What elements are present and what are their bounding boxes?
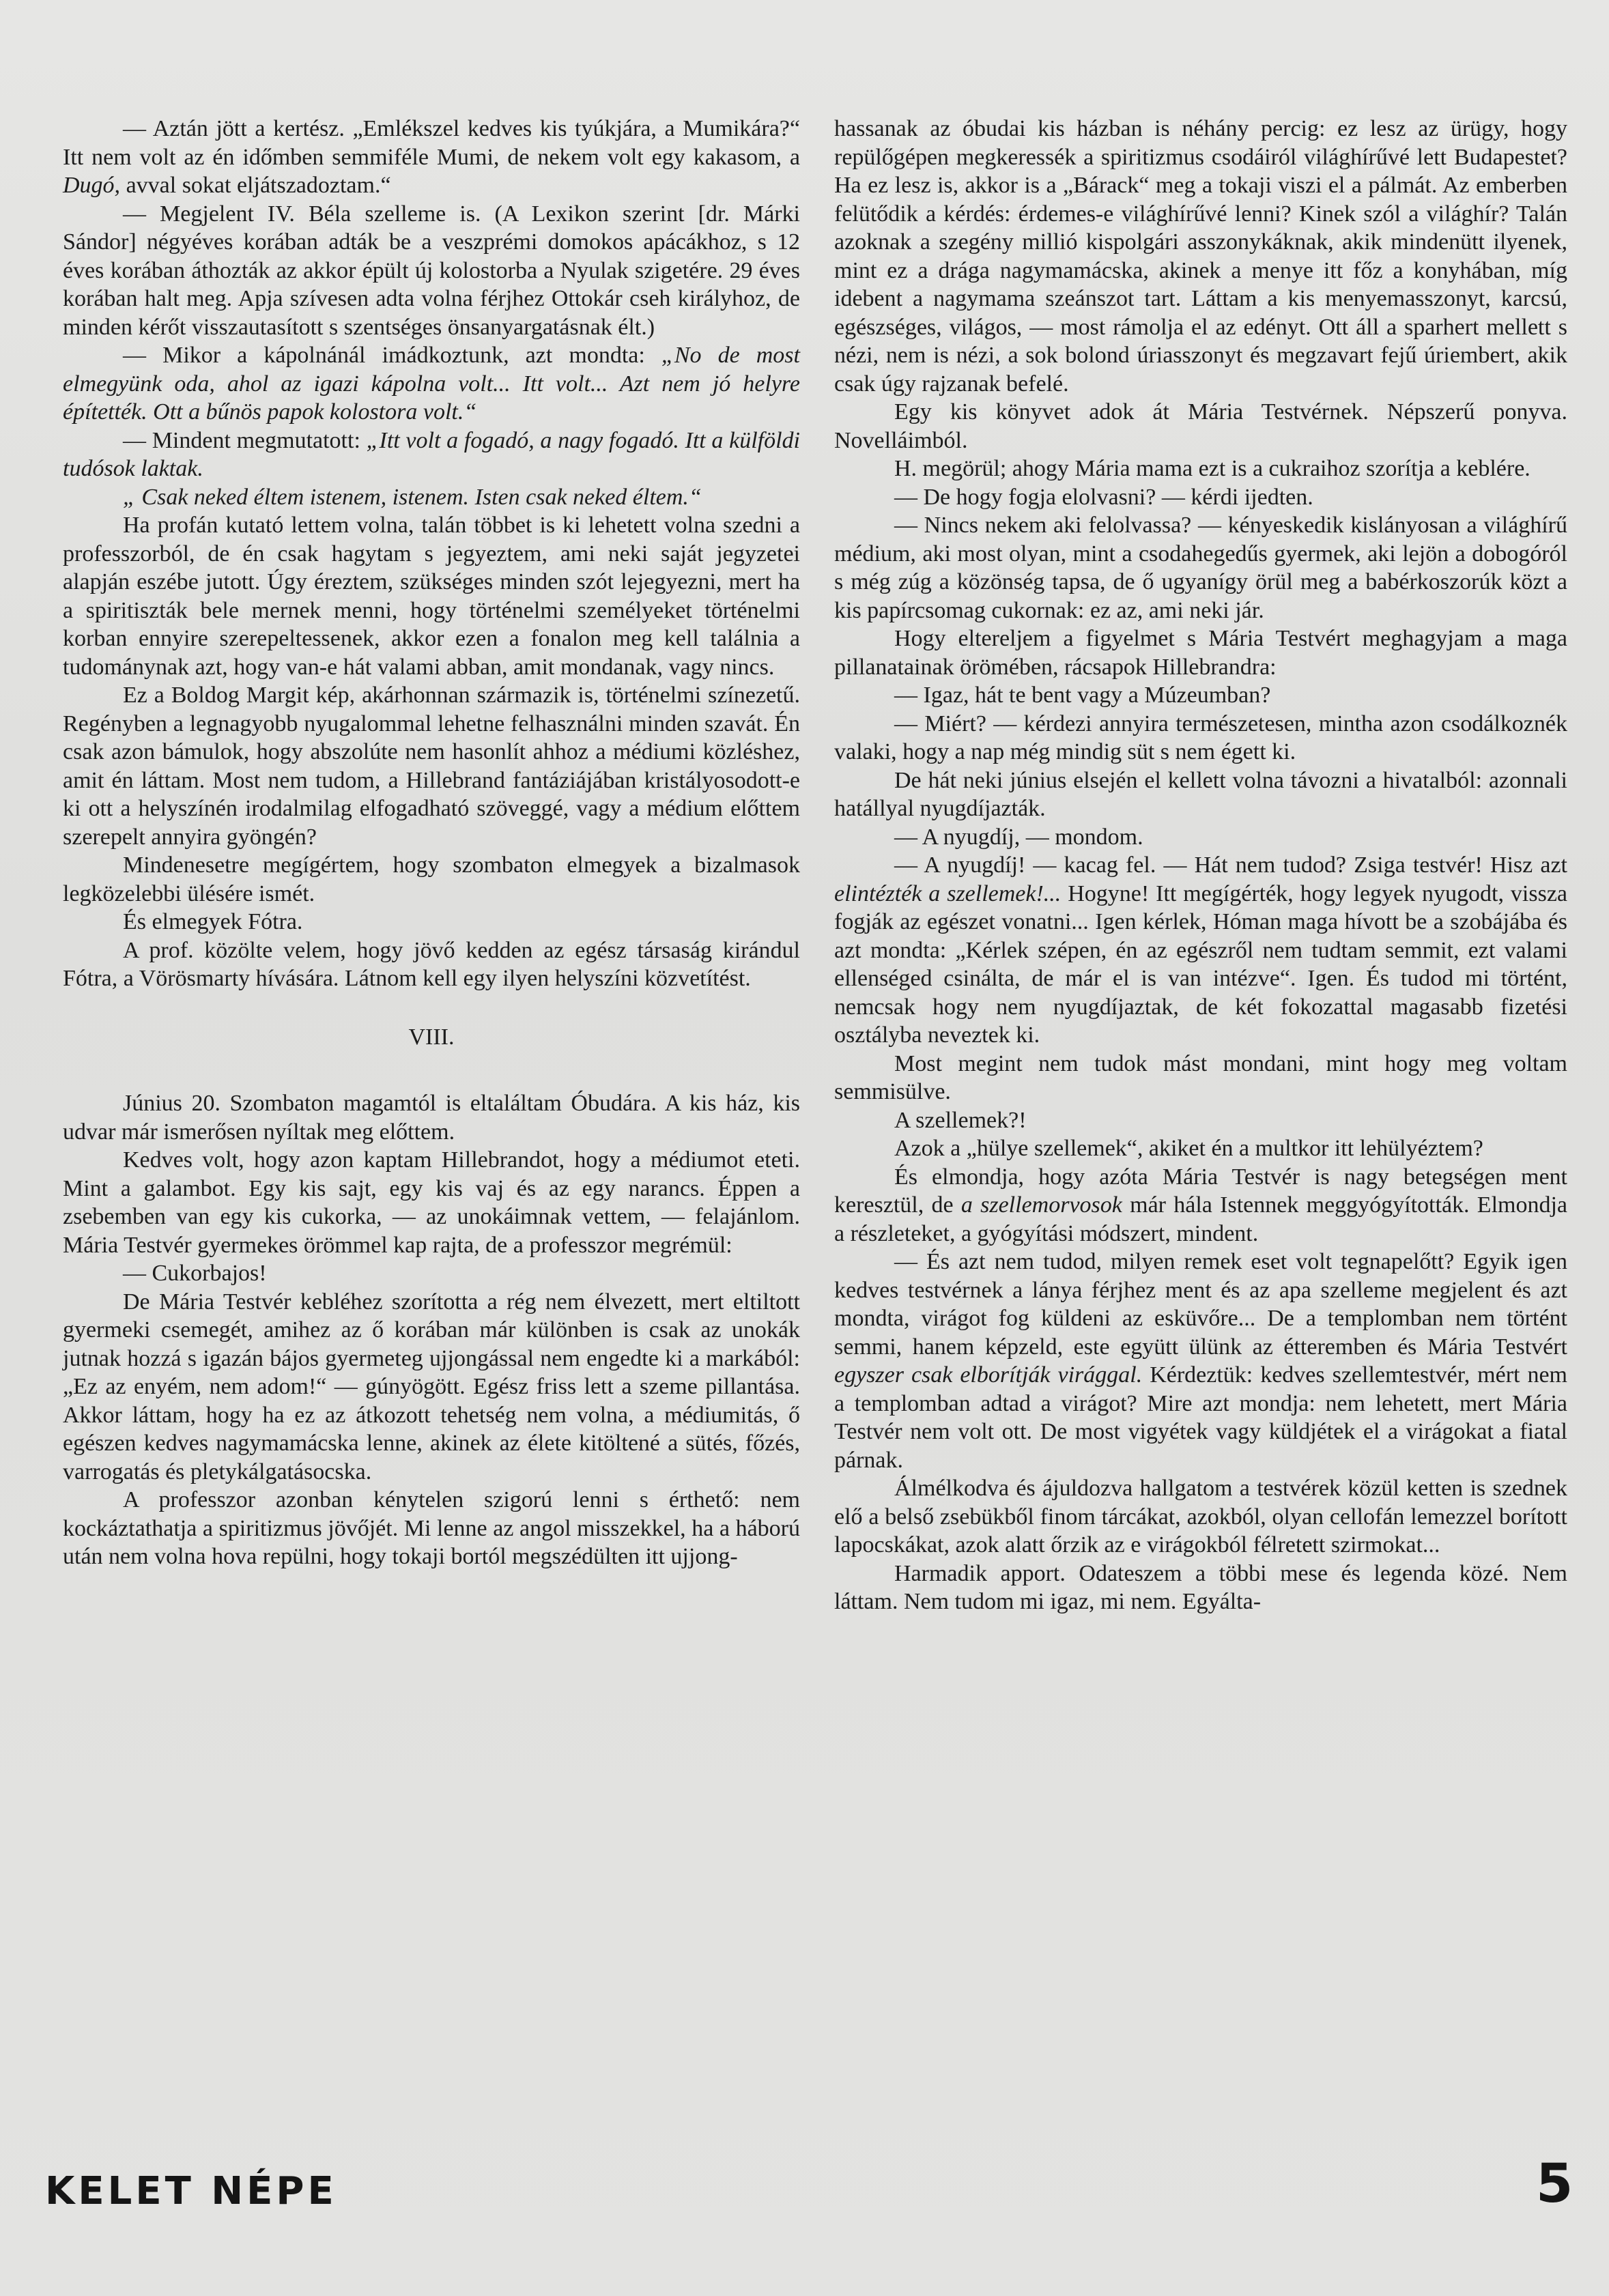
paragraph xyxy=(834,1474,1567,1560)
paragraph xyxy=(834,710,1567,766)
text-run: — Cukorbajos! xyxy=(123,1261,267,1286)
text-run: — Aztán jött a kertész. „Emlékszel kedves kis tyúkjára, a Mumikára?“ Itt nem volt az én időmben semmiféle Mumi, de nekem volt egy kakasom, a xyxy=(63,116,800,170)
paragraph xyxy=(63,483,800,512)
text-run: — Igaz, hát te bent vagy a Múzeumban? xyxy=(894,683,1271,708)
paragraph xyxy=(63,341,800,427)
text-run: De hát neki június elsején el kellett volna távozni a hivatalból: azonnali hatállyal nyugdíjazták. xyxy=(834,767,1567,821)
text-run: — Mikor a kápolnánál imádkoztunk, azt mondta: xyxy=(123,343,661,368)
text-run: — A nyugdíj, — mondom. xyxy=(894,824,1143,850)
paragraph xyxy=(834,398,1567,455)
paragraph xyxy=(834,823,1567,852)
paragraph xyxy=(63,1146,800,1259)
left-text-column xyxy=(63,115,800,1571)
italic-run: Dugó, xyxy=(63,173,121,198)
text-run: Mindenesetre megígértem, hogy szombaton elmegyek a bizalmasok legközelebbi ülésére ismét. xyxy=(63,852,800,906)
paragraph xyxy=(834,115,1567,398)
paragraph xyxy=(834,483,1567,512)
text-run: VIII. xyxy=(408,1024,455,1050)
paragraph xyxy=(63,1288,800,1487)
page-number: 5 xyxy=(1536,2153,1574,2215)
text-run: A professzor azonban kénytelen szigorú lenni s érthető: nem kockáztathatja a spiritizmus jövőjét. Mi lenne az angol misszekkel, ha a háború után nem volna hova repülni, hogy tokaji bortól megszédülten itt ujjong- xyxy=(63,1487,800,1569)
paragraph xyxy=(834,511,1567,625)
paragraph xyxy=(63,681,800,851)
text-run: És elmondja, hogy azóta Mária Testvér is nagy betegségen ment keresztül, de xyxy=(834,1164,1567,1218)
text-run: Most megint nem tudok mást mondani, mint hogy meg voltam semmisülve. xyxy=(834,1050,1567,1104)
paragraph xyxy=(834,1106,1567,1135)
paragraph xyxy=(63,908,800,936)
text-run: Hogy eltereljem a figyelmet s Mária Testvért meghagyjam a maga pillanatainak örömében, rácsapok Hillebrandra: xyxy=(834,626,1567,680)
italic-run: „ Csak neked éltem istenem, istenem. Isten csak neked éltem.“ xyxy=(123,484,702,510)
paragraph xyxy=(63,200,800,342)
text-run: És elmegyek Fótra. xyxy=(123,909,303,934)
paragraph xyxy=(834,1050,1567,1106)
text-run: hassanak az óbudai kis házban is néhány percig: ez lesz az ürügy, hogy repülőgépen megkeressék a spiritizmus csodáiról világhírűvé lett Budapestet? Ha ez lesz is, akkor is a „Bárack“ meg a tokaji viszi el a pálmát. Az emberben felütődik a kérdés: érdemes-e világhírűvé lenni? Kinek szól a világhír? Talán azoknak a szegény millió kispolgári asszonykáknak, akik mindenütt ilyenek, mint ez a drága nagymamácska, akinek a menye itt főz a konyhában, míg idebent a nagymama szeánszot tart. Láttam a kis menyemasszonyt, karcsú, egészséges, világos, — most rámolja el az edényt. Ott áll a sparhert mellett s nézi, nem is nézi, a sok bolond úriasszonyt és megzavart fejű úriembert, akik csak úgy rajzanak befelé. xyxy=(834,116,1567,397)
paragraph xyxy=(834,851,1567,1050)
text-run: — De hogy fogja elolvasni? — kérdi ijedten. xyxy=(894,484,1313,510)
paragraph xyxy=(834,766,1567,823)
italic-run: egyszer csak elborítják virággal. xyxy=(834,1362,1143,1388)
paragraph xyxy=(834,1163,1567,1248)
text-run: Harmadik apport. Odateszem a többi mese és legenda közé. Nem láttam. Nem tudom mi igaz, mi nem. Egyálta- xyxy=(834,1560,1567,1614)
text-run: — Nincs nekem aki felolvassa? — kényeskedik kislányosan a világhírű médium, aki most olyan, mint a csodahegedűs gyermek, aki lejön a dobogóról s még zúg a közönség tapsa, de ő ugyanígy örül meg a babérkoszorúk közt a kis papírcsomag cukornak: ez az, ami neki jár. xyxy=(834,513,1567,623)
paragraph xyxy=(834,681,1567,710)
paragraph xyxy=(63,851,800,908)
paragraph xyxy=(834,1560,1567,1616)
text-run: — A nyugdíj! — kacag fel. — Hát nem tudod? Zsiga testvér! Hisz azt xyxy=(894,852,1567,878)
paragraph xyxy=(63,1486,800,1571)
text-run: már hála Istennek meggyógyították. Elmondja a részleteket, a gyógyítási módszert, mindent. xyxy=(834,1192,1568,1246)
italic-run: „Itt volt a fogadó, a nagy fogadó. Itt a külföldi tudósok laktak. xyxy=(63,427,800,481)
text-run: H. megörül; ahogy Mária mama ezt is a cukraihoz szorítja a keblére. xyxy=(894,456,1530,481)
section-heading xyxy=(63,1023,800,1052)
text-run: Kedves volt, hogy azon kaptam Hillebrandot, hogy a médiumot eteti. Mint a galambot. Egy kis sajt, egy kis vaj és az egy narancs. Éppen a zsebemben van egy kis cukorka, — az unokáimnak vettem, — felajánlom. Mária Testvér gyermekes örömmel kap rajta, de a professzor megrémül: xyxy=(63,1147,800,1258)
text-run: Azok a „hülye szellemek“, akiket én a multkor itt lehülyéztem? xyxy=(894,1136,1483,1161)
paragraph xyxy=(63,936,800,993)
paragraph xyxy=(63,1259,800,1288)
publication-title: KELET NÉPE xyxy=(45,2169,337,2213)
italic-run: elintézték a szellemek!... xyxy=(834,880,1062,906)
text-run: — Megjelent IV. Béla szelleme is. (A Lexikon szerint [dr. Márki Sándor] négyéves korában adták be a veszprémi domokos apácákhoz, s 12 éves korában áthozták az akkor épült új kolostorba a Nyulak szigetére. 29 éves korában halt meg. Apja szívesen adta volna férjhez Ottokár cseh királyhoz, de minden kérőt visszautasított s szentséges önsanyargatásnak élt.) xyxy=(63,201,800,340)
text-run: — Miért? — kérdezi annyira természetesen, mintha azon csodálkoznék valaki, hogy a nap még mindig süt s nem égett ki. xyxy=(834,711,1567,764)
paragraph xyxy=(63,1089,800,1146)
paragraph xyxy=(834,1134,1567,1163)
text-run: A prof. közölte velem, hogy jövő kedden az egész társaság kirándul Fótra, a Vörösmarty hívására. Látnom kell egy ilyen helyszíni közvetítést. xyxy=(63,937,800,991)
text-run: Álmélkodva és ájuldozva hallgatom a testvérek közül ketten is szednek elő a belső zsebükből finom tárcákat, azokból, olyan cellofán lemezzel borított lapocskákat, azok alatt őrzik az e virágokból félretett szirmokat... xyxy=(834,1476,1567,1558)
paragraph xyxy=(834,455,1567,483)
paragraph xyxy=(63,511,800,681)
text-run: — És azt nem tudod, milyen remek eset volt tegnapelőtt? Egyik igen kedves testvérnek a lánya férjhez ment és az apa szelleme megjelent és azt mondta, virágot fog küldeni az esküvőre... De a templomban nem történt semmi, hanem képzeld, este együtt ülünk az étteremben és Mária Testvért xyxy=(834,1249,1567,1360)
paragraph xyxy=(63,115,800,200)
text-run: Június 20. Szombaton magamtól is eltaláltam Óbudára. A kis ház, kis udvar már ismerősen nyíltak meg előttem. xyxy=(63,1091,800,1145)
text-run: Kérdeztük: kedves szellemtestvér, mért nem a templomban adtad a virágot? Mire azt mondja: nem lehetett, mert Mária Testvér nem volt ott. De most vigyétek vagy küldjétek el a virágokat a fiatal párnak. xyxy=(834,1362,1567,1473)
text-run: Hogyne! Itt megígérték, hogy legyek nyugodt, vissza fogják az egészet vonatni... Igen kérlek, Hóman maga hívott be a szobájába és azt mondta: „Kérlek szépen, én az egészről nem tudtam semmit, ezt valami ellenséged csinálta, de már el is van intézve“. Igen. És tudod mi történt, nemcsak hogy nem nyugdíjaztak, de két fokozattal magasabb fizetési osztályba neveztek ki. xyxy=(834,880,1567,1048)
paragraph xyxy=(834,1248,1567,1474)
text-run: — Mindent megmutatott: xyxy=(123,427,367,453)
text-run: A szellemek?! xyxy=(894,1107,1027,1133)
text-run: Ez a Boldog Margit kép, akárhonnan származik is, történelmi színezetű. Regényben a legnagyobb nyugalommal lehetne felhasználni minden szavát. Én csak azon bámulok, hogy abszolúte nem hasonlít ahhoz a médiumi közléshez, amit én láttam. Most nem tudom, a Hillebrand fantáziájában kristályosodott-e ki ott a helyszínén irodalmilag elfogadható szöveggé, vagy a médium előttem szerepelt annyira gyöngén? xyxy=(63,683,800,850)
text-run: avval sokat eljátszadoztam.“ xyxy=(120,173,391,198)
paragraph xyxy=(63,427,800,483)
italic-run: „No de most elmegyünk oda, ahol az igazi kápolna volt... Itt volt... Azt nem jó helyre építették. Ott a bűnös papok kolostora volt.“ xyxy=(63,343,800,425)
paragraph xyxy=(834,625,1567,681)
text-run: Ha profán kutató lettem volna, talán többet is ki lehetett volna szedni a professzorból, de én csak hagytam s jegyeztem, ami neki saját jegyzetei alapján eszébe jutott. Úgy éreztem, szükséges minden szót lejegyezni, mert ha a spiritiszták bele mernek menni, hogy történelmi személyeket történelmi korban ennyire szerepeltessenek, akkor ezen a fonalon meg kell találnia a tudománynak azt, hogy van-e hát valami abban, amit mondanak, vagy nincs. xyxy=(63,513,800,680)
italic-run: a szellemorvosok xyxy=(960,1192,1122,1218)
text-run: Egy kis könyvet adok át Mária Testvérnek. Népszerű ponyva. Novelláimból. xyxy=(834,399,1567,453)
text-run: De Mária Testvér kebléhez szorította a rég nem élvezett, mert eltiltott gyermeki csemegét, amihez az ő korában már különben is csak az unokák jutnak hozzá s igazán bájos gyermeteg ujjongással nem engedte ki a markából: „Ez az enyém, nem adom!“ — gúnyögött. Egész friss lett a szeme pillantása. Akkor láttam, hogy ha ez az átkozott tehetség nem volna, a médiumitás, ő egészen kedves nagymamácska lenne, akinek az élete kitöltené a sütés, főzés, varrogatás és pletykálgatásocska. xyxy=(63,1289,800,1484)
right-text-column xyxy=(834,115,1567,1616)
